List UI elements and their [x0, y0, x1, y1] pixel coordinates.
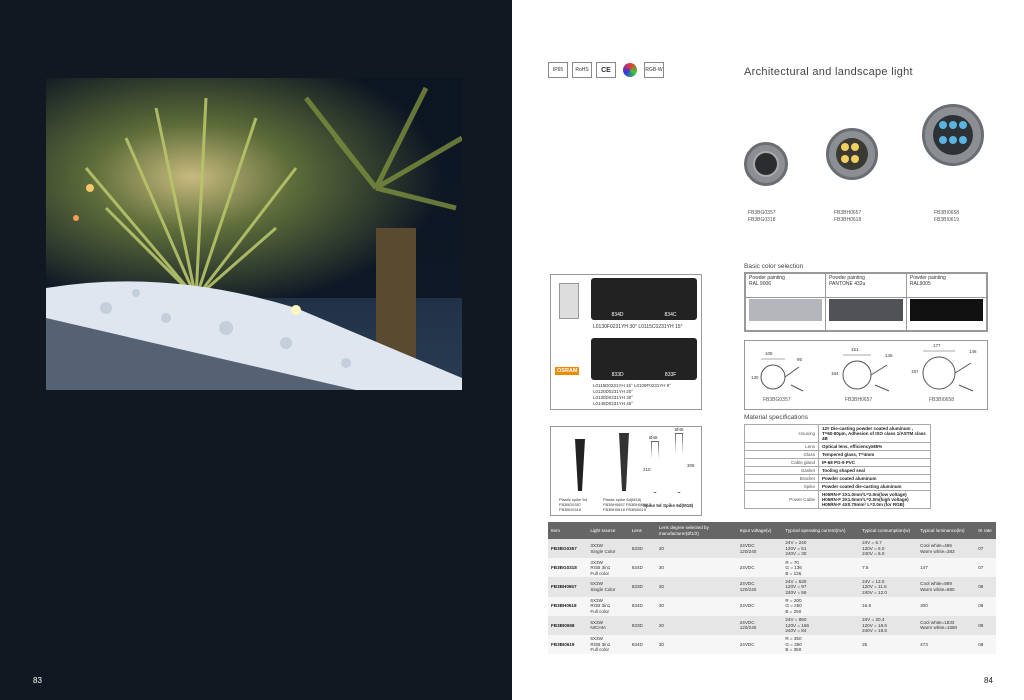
dim-label: 146 — [969, 349, 977, 354]
product-codes-3 — [934, 210, 959, 224]
spec-header: Lens degree selected by manufacturer(Ø1/2) — [656, 522, 737, 539]
color-name: Powder painting — [829, 275, 865, 281]
material-value: Powder coated aluminum — [819, 475, 931, 483]
spec-cell: 25 — [859, 635, 917, 654]
lens-label: 834D — [611, 312, 624, 318]
color-swatch-cell — [746, 298, 826, 331]
spec-cell: R = 350 G = 350 B = 350 — [782, 635, 859, 654]
ip65-badge: IP65 — [548, 62, 568, 78]
material-label: Spike — [745, 483, 819, 491]
spec-cell: 07 — [975, 539, 996, 558]
color-code: RAL 9006 — [749, 281, 772, 287]
lens-row2-text — [593, 383, 671, 407]
material-heading: Material specifications — [744, 414, 808, 421]
spec-cell: 6X3W Single Color — [587, 577, 628, 596]
lens-panel — [550, 274, 702, 410]
product-image-2 — [826, 128, 878, 180]
lens-label: 834C — [664, 312, 677, 318]
certification-badges — [548, 62, 664, 78]
right-page — [512, 0, 1024, 700]
material-table — [744, 424, 931, 509]
product-code: FB3BI0658 — [934, 210, 960, 216]
material-value: Tooling shaped seal — [819, 467, 931, 475]
dim-label: 177 — [933, 343, 941, 348]
spec-header: Lens — [629, 522, 656, 539]
material-row — [745, 451, 931, 459]
dim-label: 105 — [765, 351, 773, 356]
color-name: Powder painting — [749, 275, 785, 281]
color-swatch — [910, 299, 983, 321]
spec-cell: FB3BG0318 — [548, 558, 587, 577]
material-row — [745, 459, 931, 467]
spike-label-2 — [603, 497, 648, 512]
spec-cell: 3X3W Single Color — [587, 539, 628, 558]
spec-cell: Cool white=1833 Warm white=1580 — [917, 616, 975, 635]
spec-cell: 24VDC — [737, 558, 783, 577]
material-row — [745, 467, 931, 475]
material-value: IP-68 PG-9 PVC — [819, 459, 931, 467]
spec-cell: 20 — [656, 577, 737, 596]
dim-label: 197 — [911, 369, 919, 374]
lens-row1 — [591, 278, 697, 320]
color-swatch-cell — [826, 298, 907, 331]
spike-image-3 — [651, 441, 659, 493]
spec-cell: FB3BI0658 — [548, 616, 587, 635]
color-swatch — [749, 299, 822, 321]
spec-cell: 24V = 240 120V = 51 240V = 30 — [782, 539, 859, 558]
material-value-line: H05RN-F 2X1.0mm²L=2.0m(low voltage) — [822, 492, 907, 497]
spec-row — [548, 539, 996, 558]
spike-label: FB3BH0618 FB3BI0619 — [603, 507, 646, 512]
spec-cell: 473 — [917, 635, 975, 654]
spike-label: Spike 6d(M18) — [663, 503, 694, 508]
lens-row2 — [591, 338, 697, 380]
spec-body — [548, 539, 996, 654]
landscape-photo — [46, 78, 462, 390]
spec-cell: FB3BH0618 — [548, 597, 587, 616]
spec-header: Item — [548, 522, 587, 539]
color-code: RAL9005 — [909, 281, 931, 287]
spec-cell: R = 70 G = 136 B = 136 — [782, 558, 859, 577]
product-image-1 — [744, 142, 788, 186]
product-code: FB3BG0357 — [763, 397, 791, 403]
dim-codes-1 — [763, 397, 791, 404]
material-value — [819, 491, 931, 509]
material-label: Lens — [745, 443, 819, 451]
rgbw-badge: RGB-W — [644, 62, 664, 78]
dim-label: Ø48 — [675, 427, 684, 432]
spec-cell: 833D — [629, 539, 656, 558]
material-row — [745, 491, 931, 509]
spec-header: Typical luminance(lm) — [917, 522, 975, 539]
color-cell — [906, 274, 986, 298]
material-label: Housing — [745, 425, 819, 443]
material-value: Powder coated die-casting aluminum — [819, 483, 931, 491]
spec-cell: FB3BI0619 — [548, 635, 587, 654]
material-value-line: T=60-80μm, Adhesion of ISO class 1/ASTM class 4B — [822, 431, 926, 441]
dimension-drawing-3 — [911, 343, 985, 397]
material-label: Cable gland — [745, 459, 819, 467]
spec-row — [548, 635, 996, 654]
spec-cell: 24V = 5.7 120V = 6.0 240V = 6.0 — [859, 539, 917, 558]
spike-panel — [550, 426, 702, 516]
spec-header: Input voltage(v) — [737, 522, 783, 539]
spec-cell: Cool white=889 Warm white=680 — [917, 577, 975, 596]
dim-label: 130 — [751, 375, 759, 380]
dim-codes-3 — [929, 397, 954, 404]
product-code: FB3BI0658 — [929, 397, 955, 403]
spec-cell: 24VDC 120/240 — [737, 577, 783, 596]
spec-header: IK rate — [975, 522, 996, 539]
spike-image-1 — [575, 439, 585, 491]
spec-row — [548, 577, 996, 596]
rgb-badge — [620, 62, 640, 78]
dimension-drawing-1 — [751, 347, 821, 397]
spec-table — [548, 522, 996, 654]
lens-spec: L0115D0231YH 15° L0109F0231YH 9° — [593, 383, 672, 388]
spec-cell: 30 — [656, 597, 737, 616]
dim-label: 210 — [643, 467, 651, 472]
product-code: FB3BG0318 — [748, 217, 776, 223]
spike-image-4 — [675, 433, 683, 493]
lens-spec: L0130D0231YH 30° — [593, 395, 634, 400]
product-codes-1 — [748, 210, 776, 224]
material-row — [745, 425, 931, 443]
spec-cell: 24V = 13.0 120V = 11.5 240V = 12.0 — [859, 577, 917, 596]
product-code: FB3BG0357 — [748, 210, 776, 216]
lens-spec: L0145D0231YH 45° — [593, 401, 634, 406]
spec-row — [548, 616, 996, 635]
spec-cell: 24VDC 120/240 — [737, 616, 783, 635]
lens-label: 833F — [664, 372, 677, 378]
spike-label: Plastic spike 5d — [559, 497, 587, 502]
spec-cell: 834D — [629, 558, 656, 577]
spec-cell: 24V = 20.4 120V = 18.6 240V = 18.8 — [859, 616, 917, 635]
spec-cell: 30 — [656, 558, 737, 577]
product-code: FB3BH0618 — [834, 217, 862, 223]
spec-cell: 20 — [656, 539, 737, 558]
color-cell — [746, 274, 826, 298]
spec-cell: 20 — [656, 616, 737, 635]
spec-row — [548, 558, 996, 577]
material-value-line: H05RN-F 3X1.0mm²L=2.0m(high voltage) — [822, 497, 909, 502]
dim-label: 184 — [831, 371, 839, 376]
material-value-line: 12# Die-casting powder coated aluminum , — [822, 426, 914, 431]
spec-cell: 08 — [975, 577, 996, 596]
spec-cell: 833D — [629, 616, 656, 635]
spec-cell: 3X3W RGB 3in1 Full color — [587, 558, 628, 577]
product-image-3 — [922, 104, 984, 166]
dim-label: Ø46 — [649, 435, 658, 440]
spec-cell: 6X3W NICHIA — [587, 616, 628, 635]
rohs-badge: RoHS — [572, 62, 592, 78]
spike-label: FB3BG0357 — [559, 502, 582, 507]
material-label: Bracket — [745, 475, 819, 483]
material-row — [745, 443, 931, 451]
spec-header: Light source — [587, 522, 628, 539]
color-name: Powder painting — [909, 275, 946, 281]
color-swatch — [829, 299, 903, 321]
lens-label: 833D — [611, 372, 624, 378]
color-table — [744, 272, 988, 332]
spike-label-1 — [559, 497, 587, 512]
page-number-left: 83 — [33, 676, 42, 685]
spec-cell: 24VDC 120/240 — [737, 539, 783, 558]
rgb-icon — [623, 63, 637, 77]
material-label: Power Cable — [745, 491, 819, 509]
spec-cell: FB3BG0357 — [548, 539, 587, 558]
dimension-drawings — [744, 340, 988, 410]
dim-label: 308 — [687, 463, 695, 468]
spec-cell: 24VDC — [737, 597, 783, 616]
spec-header-row — [548, 522, 996, 539]
material-row — [745, 483, 931, 491]
product-code: FB3BH0657 — [845, 397, 873, 403]
ce-badge: CE — [596, 62, 616, 78]
material-label: Gasket — [745, 467, 819, 475]
spec-cell: 147 — [917, 558, 975, 577]
spike-image-2 — [619, 433, 629, 491]
lens-row1-text: L0130F0231YH 30° L0115C0231YH 15° — [593, 324, 683, 330]
dim-codes-2 — [845, 397, 872, 404]
spec-cell: 24VDC — [737, 635, 783, 654]
material-row — [745, 475, 931, 483]
led-chip-image — [559, 283, 579, 319]
spec-cell: 16.8 — [859, 597, 917, 616]
spec-cell: 08 — [975, 616, 996, 635]
lens-spec: L0120D0231YH 20° — [593, 389, 634, 394]
spec-cell: FB3BH0657 — [548, 577, 587, 596]
osram-logo: OSRAM — [557, 368, 578, 374]
spec-header: Typical operating current(mA) — [782, 522, 859, 539]
color-swatch-cell — [906, 298, 986, 331]
material-value — [819, 425, 931, 443]
spec-cell: 08 — [975, 635, 996, 654]
spec-cell: 6X3W RGB 3in1 Full color — [587, 635, 628, 654]
dim-label: 151 — [851, 347, 859, 352]
spec-cell: 24V = 850 120V = 156 240V = 84 — [782, 616, 859, 635]
spec-cell: 834D — [629, 635, 656, 654]
spike-label: FB3BG0318 — [559, 507, 582, 512]
dimension-svg — [751, 347, 821, 397]
page-title: Architectural and landscape light — [744, 66, 913, 78]
dim-label: 145 — [885, 353, 893, 358]
dimension-drawing-2 — [831, 345, 903, 397]
spec-cell: R = 200 G = 250 B = 250 — [782, 597, 859, 616]
spec-cell: 300 — [917, 597, 975, 616]
dim-label: 95 — [797, 357, 803, 362]
spec-cell: 7.6 — [859, 558, 917, 577]
basic-color-heading: Basic color selection — [744, 263, 804, 270]
spec-cell: 6X3W RGB 3in1 Full color — [587, 597, 628, 616]
material-value: Tempered glass, T=4mm — [819, 451, 931, 459]
product-code: FB3BI0619 — [934, 217, 960, 223]
material-value: Optical lens, efficiency≥85% — [819, 443, 931, 451]
material-label: Glass — [745, 451, 819, 459]
spike-label: Spike 5d — [643, 503, 662, 508]
product-code: FB3BH0657 — [834, 210, 862, 216]
spec-cell: 833D — [629, 577, 656, 596]
color-cell — [826, 274, 907, 298]
spike-label: FB3BH0657 FB3BH0658 — [603, 502, 648, 507]
material-value-line: H05RN-F 4X0.75mm² L=2.0m (for RGB) — [822, 502, 905, 507]
spec-cell: 08 — [975, 597, 996, 616]
spike-label: Plastic spike 6d(M18) — [603, 497, 642, 502]
spec-cell: 834D — [629, 597, 656, 616]
spec-cell: 24V = 530 120V = 97 240V = 56 — [782, 577, 859, 596]
spec-header: Typical consumption(w) — [859, 522, 917, 539]
spec-cell: Cool white=466 Warm white=383 — [917, 539, 975, 558]
spec-cell: 07 — [975, 558, 996, 577]
page-number-right: 84 — [984, 676, 993, 685]
spec-row — [548, 597, 996, 616]
color-code: PANTONE 432u — [829, 281, 866, 287]
product-codes-2 — [834, 210, 861, 224]
spec-cell: 30 — [656, 635, 737, 654]
